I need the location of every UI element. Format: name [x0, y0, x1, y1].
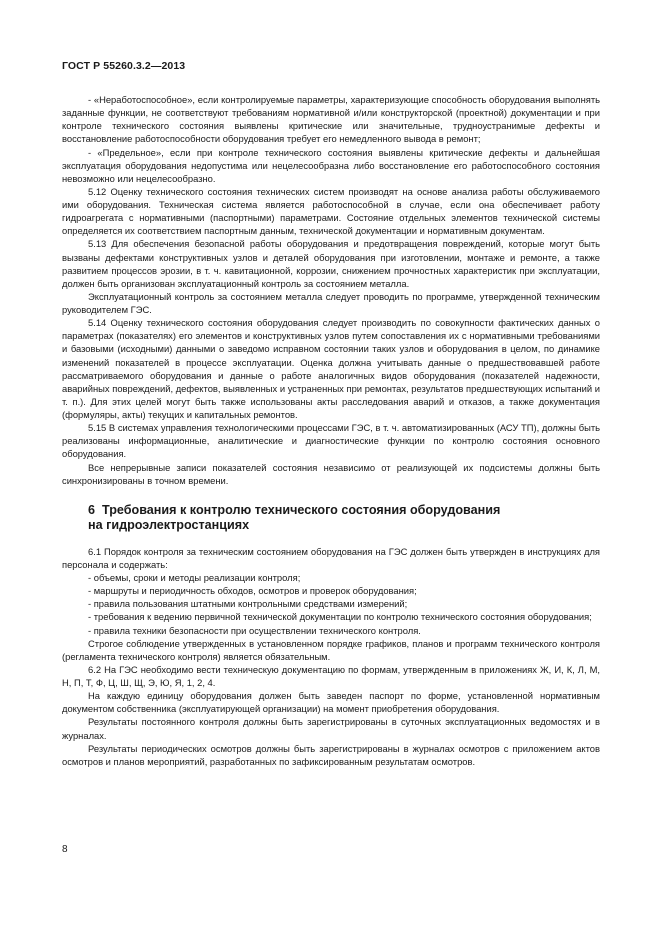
- paragraph: Строгое соблюдение утвержденных в установленном порядке графиков, планов и программ технического контроля (регламента технического контроля) является обязательным.: [62, 637, 600, 662]
- section-5-continued: [62, 93, 600, 487]
- paragraph: 6.2 На ГЭС необходимо вести техническую документацию по формам, утвержденным в приложениях Ж, И, К, Л, М, Н, П, Т, Ф, Ц, Ш, Щ, Э, Ю, Я, 1, 2, 4.: [62, 663, 600, 688]
- section-title-line1: Требования к контролю технического состояния оборудования: [102, 502, 501, 517]
- section-6-body: [62, 545, 600, 768]
- list-item: - правила пользования штатными контрольными средствами измерений;: [88, 598, 408, 610]
- paragraph: Результаты периодических осмотров должны быть зарегистрированы в журналах осмотров с приложением актов осмотров и планов мероприятий, разработанных по зафиксированным результатам осмотров.: [62, 742, 600, 767]
- section-title-line2: на гидроэлектростанциях: [88, 518, 250, 533]
- list-item: - правила техники безопасности при осуществлении технического контроля.: [88, 624, 421, 636]
- list-item: - объемы, сроки и методы реализации контроля;: [88, 572, 301, 583]
- paragraph: 5.13 Для обеспечения безопасной работы оборудования и предотвращения повреждений, которые могут быть вызваны дефектами конструктивных узлов и деталей оборудования при изготовлении, монтаже и ремонте, а также развитием процессов эрозии, в т. ч. кавитационной, коррозии, снижением прочностных характеристик при эксплуатации, должен быть организован эксплуатационный контроль за состоянием металла.: [62, 238, 600, 289]
- section-6-heading: [88, 503, 600, 534]
- paragraph: 5.12 Оценку технического состояния технических систем производят на основе анализа работы обслуживаемого ими оборудования. Техническая система является работоспособной в случае, если она обеспечивает работу гидроагрегата с нормативными (паспортными) параметрами. Состояние отдельных элементов технической системы определяется их соответствием паспортным данным, технической документации и нормативным документам.: [62, 185, 600, 237]
- paragraph: - «Предельное», если при контроле технического состояния выявлены критические дефекты и дальнейшая эксплуатация оборудования недопустима или нецелесообразна либо восстановление его работоспособного состояния невозможно или нецелесообразно.: [62, 146, 600, 184]
- paragraph: 5.14 Оценку технического состояния оборудования следует производить по совокупности фактических данных о параметрах (показателях) его элементов и конструктивных узлов путем сопоставления их с нормативными требованиями и базовыми (исходными) данными о заведомо исправном состоянии таких узлов и оборудования в целом, по динамике изменений показателей в процессе эксплуатации. Оценка должна учитывать данные о предшествовавшей работе рассматриваемого оборудования и данные о работе аналогичных видов оборудования (показателей надежности, аварийных повреждений, дефектов, выявленных и устраненных при ремонтах, результатов предшествующих испытаний и т. п.). Для этих целей могут быть также использованы акты расследования аварий и отказов, а также документация (формуляры, акты) текущих и капитальных ремонтов.: [62, 317, 600, 420]
- paragraph: Результаты постоянного контроля должны быть зарегистрированы в суточных эксплуатационных ведомостях и в журналах.: [62, 716, 600, 741]
- document-body: [62, 93, 600, 768]
- paragraph: Эксплуатационный контроль за состоянием металла следует проводить по программе, утвержденной техническим руководителем ГЭС.: [62, 290, 600, 315]
- paragraph: Все непрерывные записи показателей состояния независимо от реализующей их подсистемы должны быть синхронизированы в точном времени.: [62, 461, 600, 486]
- list-item: - требования к ведению первичной технической документации по контролю технического состояния оборудования;: [88, 611, 592, 623]
- paragraph: 5.15 В системах управления технологическими процессами ГЭС, в т. ч. автоматизированных (АСУ ТП), должны быть реализованы информационные, аналитические и диагностические функции по контролю состояния основного оборудования.: [62, 422, 600, 460]
- document-header: ГОСТ Р 55260.3.2—2013: [62, 60, 186, 72]
- list-item: - маршруты и периодичность обходов, осмотров и проверок оборудования;: [88, 585, 417, 597]
- paragraph: На каждую единицу оборудования должен быть заведен паспорт по форме, установленной нормативным документом собственника (эксплуатирующей организации) на момент приобретения оборудования.: [62, 690, 600, 715]
- paragraph: - «Неработоспособное», если контролируемые параметры, характеризующие способность оборудования выполнять заданные функции, не соответствуют требованиям нормативной и/или конструкторской (проектной) документации и при контроле технического состояния выявлены критические или значительные, трудноустранимые дефекты и восстановление работоспособности оборудования требует его немедленного вывода в ремонт;: [62, 94, 600, 145]
- paragraph: 6.1 Порядок контроля за техническим состоянием оборудования на ГЭС должен быть утвержден в инструкциях для персонала и содержать:: [62, 545, 600, 570]
- section-number: 6: [88, 502, 96, 517]
- page-number: 8: [62, 844, 68, 855]
